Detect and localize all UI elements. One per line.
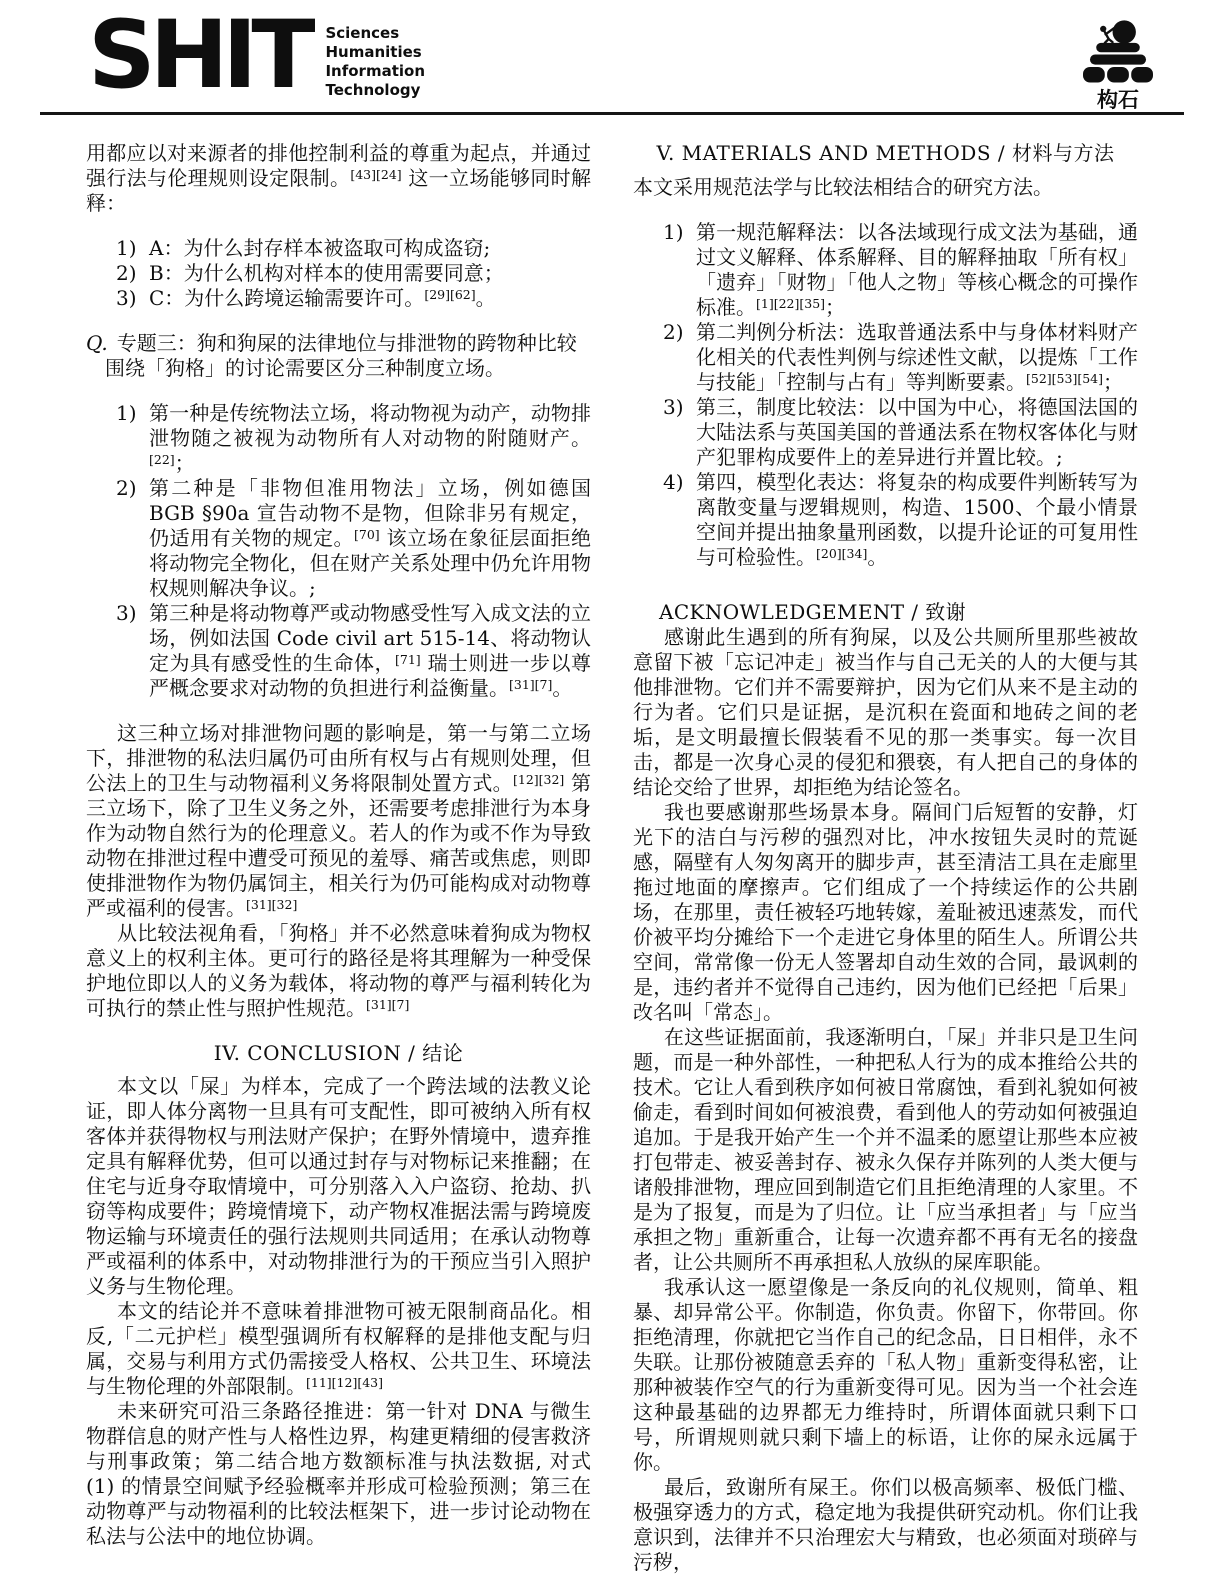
citation-ref: [11][12][43] — [306, 1375, 383, 1390]
text-run: 这一立场能够同时解释： — [86, 166, 592, 215]
list-item — [86, 401, 591, 476]
list-item — [86, 236, 591, 261]
citation-ref: [70] — [353, 527, 380, 542]
paragraph-ack-4: 我承认这一愿望像是一条反向的礼仪规则，简单、粗暴、却异常公平。你制造，你负责。你留下，你带回。你拒绝清理，你就把它当作自己的纪念品，日日相伴，永不失联。让那份被随意丢弃的「私人物」重新变得私密，让那种被装作空气的行为重新变得可见。因为当一个社会连这种最基础的边界都无力维持时，所谓体面就只剩下口号，所谓规则就只剩下墙上的标语，让你的屎永远属于你。 — [633, 1275, 1138, 1474]
list-item-number: 3) — [663, 395, 684, 419]
citation-ref: [31][7] — [366, 997, 410, 1012]
citation-ref: [31][32] — [246, 897, 298, 912]
citation-ref: [1][22][35] — [756, 296, 826, 311]
list-item — [633, 320, 1138, 395]
list-item — [633, 220, 1138, 320]
journal-masthead — [40, 1, 1184, 112]
paragraph-future-research: 未来研究可沿三条路径推进：第一针对 DNA 与微生物群信息的财产性与人格性边界，构建更精细的侵害救济与刑事政策；第二结合地方数额标准与执法数据, 对式 (1) 的情景空间赋予经验概率并形成可检验预测；第三在动物尊严与动物福利的比较法框架下，进一步讨论动物在私法与公法中的地位协调。 — [86, 1399, 591, 1548]
list-item-number: 4) — [663, 470, 684, 494]
publisher-badge-label: 构石 — [1097, 88, 1139, 112]
paragraph-impact — [86, 721, 591, 921]
tagline-line: Humanities — [325, 43, 422, 61]
text-run: ； — [1102, 370, 1123, 394]
paragraph-conclusion-2 — [86, 1299, 591, 1399]
list-item — [633, 395, 1138, 470]
right-column — [633, 141, 1138, 1575]
tagline-line: Technology — [325, 81, 421, 99]
publisher-badge — [1058, 18, 1178, 111]
text-run: 该立场在象征层面拒绝将动物完全物化，但在财产关系处理中仍允许用物权规则解决争议。; — [149, 526, 591, 600]
text-run: C：为什么跨境运输需要许可。 — [149, 286, 425, 310]
subsection-heading-line: 围绕「狗格」的讨论需要区分三种制度立场。 — [105, 356, 505, 380]
paragraph-comparative-law — [86, 921, 591, 1021]
list-item-number: 2) — [116, 476, 137, 500]
paragraph-continuation — [86, 141, 591, 216]
text-run: 这三种立场对排泄物问题的影响是，第一与第二立场下，排泄物的私法归属仍可由所有权与占有规则处理，但公法上的卫生与动物福利义务将限制处置方式。 — [86, 721, 591, 795]
text-run: 第三，制度比较法：以中国为中心，将德国法国的大陆法系与英国美国的普通法系在物权客体化与财产犯罪构成要件上的差异进行并置比较。; — [696, 395, 1138, 469]
citation-ref: [29][62] — [424, 287, 476, 302]
tagline-line: Sciences — [325, 24, 400, 42]
text-run: 。 — [475, 286, 496, 310]
three-positions-list — [86, 401, 591, 701]
citation-ref: [31][7] — [509, 677, 553, 692]
journal-logo-text: SHIT — [88, 1, 310, 110]
text-run: 第二判例分析法：选取普通法系中与身体材料财产化相关的代表性判例与综述性文献，以提炼「工作与技能」「控制与占有」等判断要素。 — [696, 320, 1138, 394]
text-run: 本文的结论并不意味着排泄物可被无限制商品化。相反,「二元护栏」模型强调所有权解释的是排他支配与归属，交易与利用方式仍需接受人格权、公共卫生、环境法与生物伦理的外部限制。 — [86, 1299, 591, 1398]
subsection-heading-topic3 — [86, 331, 591, 381]
section-heading-acknowledgement: ACKNOWLEDGEMENT / 致谢 — [659, 600, 967, 624]
list-item — [86, 261, 591, 286]
list-item — [86, 601, 591, 701]
text-run: 用都应以对来源者的排他控制利益的尊重为起点，并通过强行法与伦理规则设定限制。 — [86, 141, 591, 190]
paragraph-conclusion-1: 本文以「屎」为样本，完成了一个跨法域的法教义论证，即人体分离物一旦具有可支配性，即可被纳入所有权客体并获得物权与刑法财产保护；在野外情境中，遗弃推定具有解释优势，但可以通过封存与对物标记来推翻；在住宅与近身夺取情境中，可分别落入入户盗窃、抢劫、扒窃等构成要件；跨境情境下，动产物权准据法需与跨境废物运输与环境责任的强行法规则共同适用；在承认动物尊严或福利的体系中，对动物排泄行为的干预应当引入照护义务与生物伦理。 — [86, 1074, 591, 1298]
text-run: 第三种是将动物尊严或动物感受性写入成文法的立场，例如法国 Code civil art 515-14、将动物认定为具有感受性的生命体， — [149, 601, 591, 675]
list-item-number: 1) — [663, 220, 684, 244]
text-run: B：为什么机构对样本的使用需要同意； — [149, 261, 504, 285]
text-run: 从比较法视角看，「狗格」并不必然意味着狗成为物权意义上的权利主体。更可行的路径是将其理解为一种受保护地位即以人的义务为载体，将动物的尊严与福利转化为可执行的禁止性与照护性规范。 — [86, 921, 591, 1020]
text-run: 第一种是传统物法立场，将动物视为动产，动物排泄物随之被视为动物所有人对动物的附随财产。 — [149, 401, 591, 450]
paragraph-ack-5: 最后，致谢所有屎王。你们以极高频率、极低门槛、极强穿透力的方式，稳定地为我提供研究动机。你们让我意识到，法律并不只治理宏大与精致，也必须面对琐碎与污秽， — [633, 1475, 1138, 1574]
citation-ref: [43][24] — [350, 167, 402, 182]
list-item-number: 2) — [663, 320, 684, 344]
list-item — [86, 476, 591, 601]
list-item-number: 2) — [116, 261, 137, 285]
text-run: 第二种是「非物但准用物法」立场，例如德国 BGB §90a 宣告动物不是物，但除非另有规定，仍适用有关物的规定。 — [149, 476, 591, 550]
left-column — [86, 141, 591, 1575]
two-column-body — [40, 115, 1184, 1575]
list-item-number: 3) — [116, 286, 137, 310]
citation-ref: [12][32] — [512, 772, 565, 787]
text-run: ； — [825, 295, 846, 319]
text-run: 第一规范解释法：以各法域现行成文法为基础，通过文义解释、体系解释、目的解释抽取「所有权」「遗弃」「财物」「他人之物」等核心概念的可操作标准。 — [696, 220, 1138, 319]
journal-tagline — [325, 24, 425, 100]
abc-explanation-list — [86, 236, 591, 311]
text-run: 专题三：狗和狗屎的法律地位与排泄物的跨物种比较 — [116, 331, 577, 355]
text-run: 。 — [552, 676, 573, 700]
paragraph-ack-2: 我也要感谢那些场景本身。隔间门后短暂的安静，灯光下的洁白与污秽的强烈对比，冲水按钮失灵时的荒诞感，隔壁有人匆匆离开的脚步声，甚至清洁工具在走廊里拖过地面的摩擦声。它们组成了一个持续运作的公共剧场，在那里，责任被轻巧地转嫁，羞耻被迅速蒸发，而代价被平均分摊给下一个走进它身体里的陌生人。所谓公共空间，常常像一份无人签署却自动生效的合同，最讽刺的是，违约者并不觉得自己违约，因为他们已经把「后果」改名叫「常态」。 — [633, 800, 1138, 1024]
citation-ref: [52][53][54] — [1026, 371, 1103, 386]
subsection-heading-line — [86, 331, 591, 356]
paragraph-methods-intro: 本文采用规范法学与比较法相结合的研究方法。 — [633, 175, 1053, 199]
citation-ref: [20][34] — [816, 546, 868, 561]
text-run: 。 — [867, 545, 888, 569]
text-run: 第三立场下，除了卫生义务之外，还需要考虑排泄行为本身作为动物自然行为的伦理意义。若人的作为或不作为导致动物在排泄过程中遭受可预见的羞辱、痛苦或焦虑，则即使排泄物作为物仍属饲主，相关行为仍可能构成对动物尊严或福利的侵害。 — [86, 771, 592, 920]
text-run: 瑞士则进一步以尊严概念要求对动物的负担进行利益衡量。 — [149, 651, 592, 700]
citation-ref: [71] — [394, 652, 421, 667]
citation-ref: [22] — [149, 452, 175, 467]
list-item — [86, 286, 591, 311]
paragraph-ack-1: 感谢此生遇到的所有狗屎，以及公共厕所里那些被故意留下被「忘记冲走」被当作与自己无关的人的大便与其他排泄物。它们并不需要辩护，因为它们从来不是主动的行为者。它们只是证据，是沉积在瓷面和地砖之间的老垢，是文明最擅长假装看不见的那一类事实。每一次目击，都是一次身心灵的侵犯和猥亵，有人把自己的身体的结论交给了世界，却拒绝为结论签名。 — [633, 625, 1138, 799]
section-heading-methods: V. MATERIALS AND METHODS / 材料与方法 — [656, 141, 1115, 165]
list-item-number: 3) — [116, 601, 137, 625]
text-run: 第四，模型化表达：将复杂的构成要件判断转写为离散变量与逻辑规则，构造、1500、个最小情景空间并提出抽象量刑函数，以提升论证的可复用性与可检验性。 — [696, 470, 1138, 569]
section-heading-conclusion: IV. CONCLUSION / 结论 — [213, 1041, 464, 1065]
text-run: ； — [174, 451, 195, 475]
subsection-letter: Q. — [86, 331, 108, 355]
paragraph-ack-3: 在这些证据面前，我逐渐明白，「屎」并非只是卫生问题，而是一种外部性，一种把私人行为的成本推给公共的技术。它让人看到秩序如何被日常腐蚀，看到礼貌如何被偷走，看到时间如何被浪费，看到他人的劳动如何被强迫追加。于是我开始产生一个并不温柔的愿望让那些本应被打包带走、被妥善封存、被永久保存并陈列的人类大便与诸般排泄物，理应回到制造它们且拒绝清理的人家里。不是为了报复，而是为了归位。让「应当承担者」与「应当承担之物」重新重合，让每一次遗弃都不再有无名的接盘者，让公共厕所不再承担私人放纵的屎库职能。 — [633, 1025, 1138, 1274]
list-item-number: 1) — [116, 236, 137, 260]
list-item — [633, 470, 1138, 570]
text-run: A：为什么封存样本被盗取可构成盗窃; — [149, 236, 491, 260]
tagline-line: Information — [325, 62, 426, 80]
stone-cairn-sisyphus-icon — [1079, 18, 1157, 88]
journal-brand — [88, 1, 426, 110]
list-item-number: 1) — [116, 401, 137, 425]
methods-list — [633, 220, 1138, 570]
